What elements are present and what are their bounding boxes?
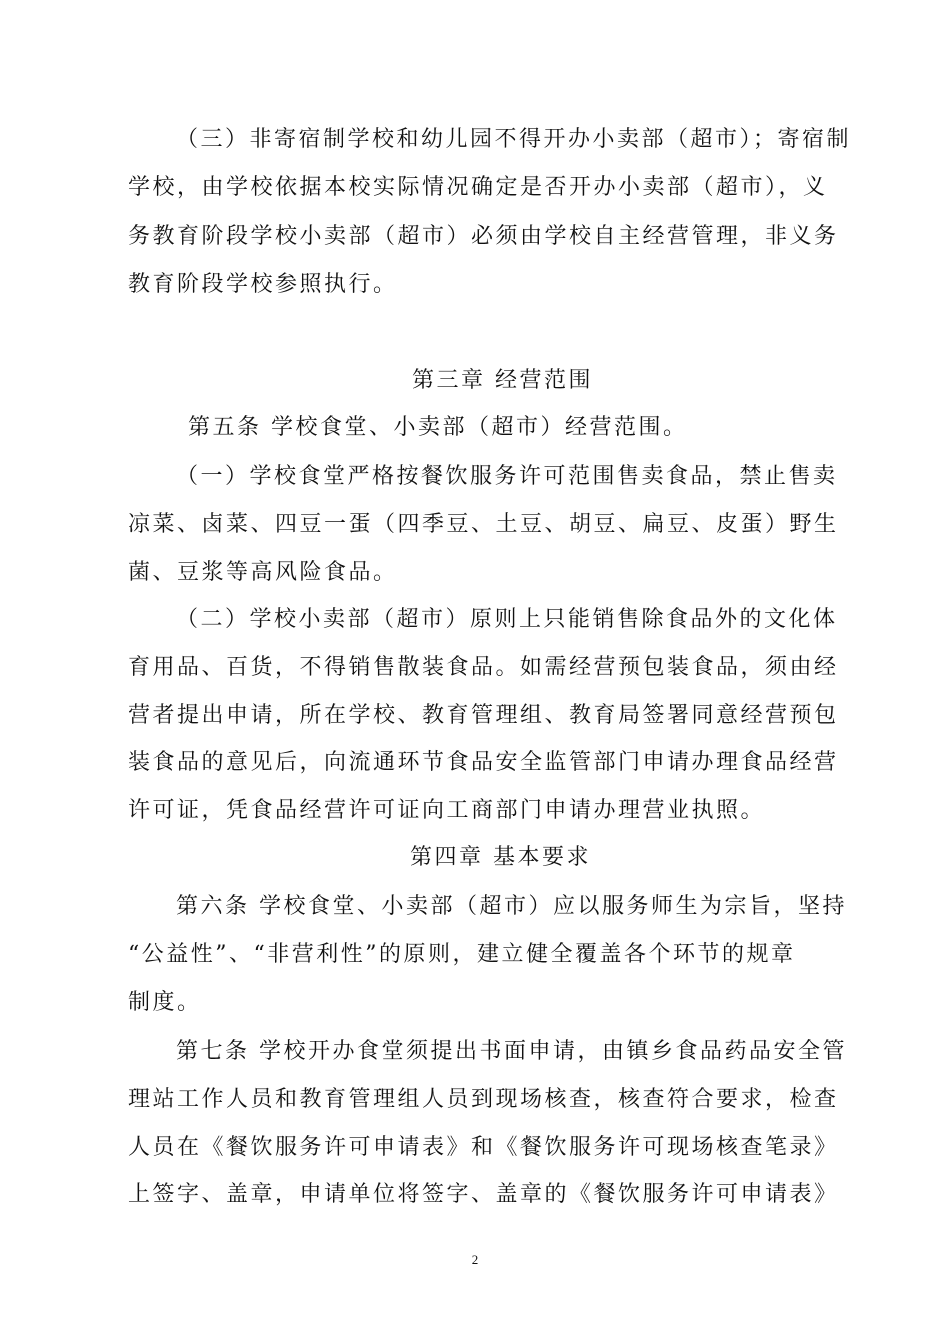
paragraph-3-line-1: （三）非寄宿制学校和幼儿园不得开办小卖部（超市）；寄宿制 <box>176 127 852 152</box>
article-7-line-2: 理站工作人员和教育管理组人员到现场核查，核查符合要求，检查 <box>128 1087 839 1112</box>
chapter-4-title: 第四章 基本要求 <box>410 845 591 870</box>
paragraph-3-line-3: 务教育阶段学校小卖部（超市）必须由学校自主经营管理，非义务 <box>128 224 839 249</box>
paragraph-3-line-4: 教育阶段学校参照执行。 <box>128 272 398 297</box>
item-2-line-3: 营者提出申请，所在学校、教育管理组、教育局签署同意经营预包 <box>128 703 839 728</box>
item-2-line-5: 许可证，凭食品经营许可证向工商部门申请办理营业执照。 <box>128 798 766 823</box>
item-2-line-4: 装食品的意见后，向流通环节食品安全监管部门申请办理食品经营 <box>128 750 839 775</box>
item-1-line-3: 菌、豆浆等高风险食品。 <box>128 560 398 585</box>
item-1-line-2: 凉菜、卤菜、四豆一蛋（四季豆、土豆、胡豆、扁豆、皮蛋）野生 <box>128 512 839 537</box>
item-2-line-1: （二）学校小卖部（超市）原则上只能销售除食品外的文化体 <box>176 607 838 632</box>
article-6-line-3: 制度。 <box>128 990 202 1015</box>
article-7-line-3: 人员在《餐饮服务许可申请表》和《餐饮服务许可现场核查笔录》 <box>128 1135 839 1160</box>
item-1-line-1: （一）学校食堂严格按餐饮服务许可范围售卖食品，禁止售卖 <box>176 464 838 489</box>
article-5-title: 第五条 学校食堂、小卖部（超市）经营范围。 <box>188 415 688 440</box>
item-2-line-2: 育用品、百货，不得销售散装食品。如需经营预包装食品，须由经 <box>128 655 839 680</box>
article-6-line-2: “公益性”、“非营利性”的原则，建立健全覆盖各个环节的规章 <box>128 942 796 967</box>
paragraph-3-line-2: 学校，由学校依据本校实际情况确定是否开办小卖部（超市），义 <box>128 175 828 200</box>
page-number: 2 <box>471 1252 479 1267</box>
chapter-3-title: 第三章 经营范围 <box>412 368 593 393</box>
article-7-line-1: 第七条 学校开办食堂须提出书面申请，由镇乡食品药品安全管 <box>176 1039 847 1064</box>
article-6-line-1: 第六条 学校食堂、小卖部（超市）应以服务师生为宗旨，坚持 <box>176 894 847 919</box>
article-7-line-4: 上签字、盖章，申请单位将签字、盖章的《餐饮服务许可申请表》 <box>128 1182 839 1207</box>
